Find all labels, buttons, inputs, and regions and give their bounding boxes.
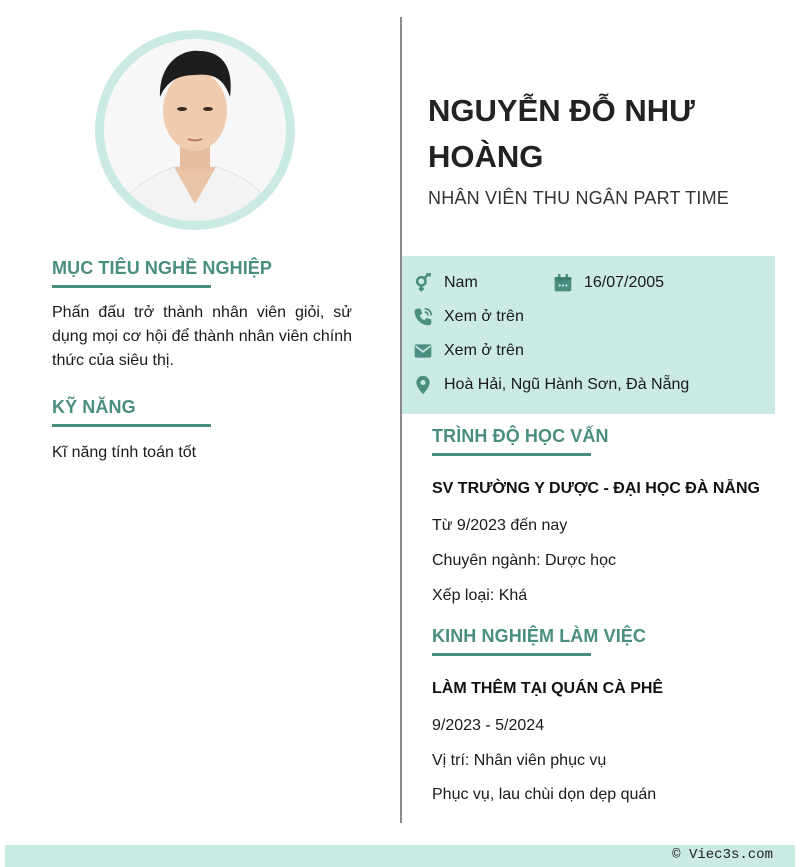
- experience-period: 9/2023 - 5/2024: [432, 717, 545, 734]
- column-divider: [400, 17, 402, 823]
- email-value: Xem ở trên: [444, 342, 524, 359]
- heading-underline: [432, 653, 591, 656]
- education-heading-text: TRÌNH ĐỘ HỌC VẤN: [432, 426, 609, 446]
- education-rank: Xếp loại: Khá: [432, 587, 528, 604]
- contact-box: [402, 256, 775, 414]
- candidate-name: NGUYỄN ĐỖ NHƯ HOÀNG: [428, 93, 695, 174]
- contact-email: [412, 340, 524, 362]
- education-period: Từ 9/2023 đến nay: [432, 517, 568, 534]
- profile-photo: [104, 39, 286, 221]
- email-icon: [412, 340, 434, 362]
- objective-text: Phấn đấu trở thành nhân viên giỏi, sử dụng mọi cơ hội để thành nhân viên chính thức của siêu thị.: [52, 304, 352, 369]
- address-value: Hoà Hải, Ngũ Hành Sơn, Đà Nẵng: [444, 376, 690, 393]
- skill-item: Kĩ năng tính toán tốt: [52, 444, 197, 461]
- phone-value: Xem ở trên: [444, 308, 524, 325]
- birthday-value: 16/07/2005: [584, 274, 665, 291]
- gender-value: Nam: [444, 274, 478, 291]
- experience-heading: [432, 626, 646, 647]
- calendar-icon: [552, 272, 574, 294]
- experience-heading-text: KINH NGHIỆM LÀM VIỆC: [432, 626, 647, 646]
- education-major: Chuyên ngành: Dược học: [432, 552, 616, 569]
- skills-heading: [52, 397, 136, 418]
- education-school: SV TRƯỜNG Y DƯỢC - ĐẠI HỌC ĐÀ NẴNG: [432, 480, 760, 497]
- phone-icon: [412, 306, 434, 328]
- experience-position: Vị trí: Nhân viên phục vụ: [432, 752, 607, 769]
- experience-title: LÀM THÊM TẠI QUÁN CÀ PHÊ: [432, 680, 664, 697]
- copyright-text: © Viec3s.com: [672, 847, 773, 863]
- skills-heading-text: KỸ NĂNG: [52, 397, 136, 417]
- gender-icon: [412, 272, 434, 294]
- avatar: [95, 30, 295, 230]
- objective-heading-text: MỤC TIÊU NGHỀ NGHIỆP: [52, 258, 273, 278]
- contact-birthday: [552, 272, 664, 294]
- experience-description: Phục vụ, lau chùi dọn dẹp quán: [432, 786, 657, 803]
- contact-gender: [412, 272, 478, 294]
- heading-underline: [52, 424, 211, 427]
- contact-address: [412, 374, 689, 396]
- job-title: NHÂN VIÊN THU NGÂN PART TIME: [428, 188, 729, 208]
- heading-underline: [52, 285, 211, 288]
- footer-bar: [5, 845, 795, 867]
- contact-phone: [412, 306, 524, 328]
- education-heading: [432, 426, 609, 447]
- objective-heading: [52, 258, 272, 279]
- location-icon: [412, 374, 434, 396]
- heading-underline: [432, 453, 591, 456]
